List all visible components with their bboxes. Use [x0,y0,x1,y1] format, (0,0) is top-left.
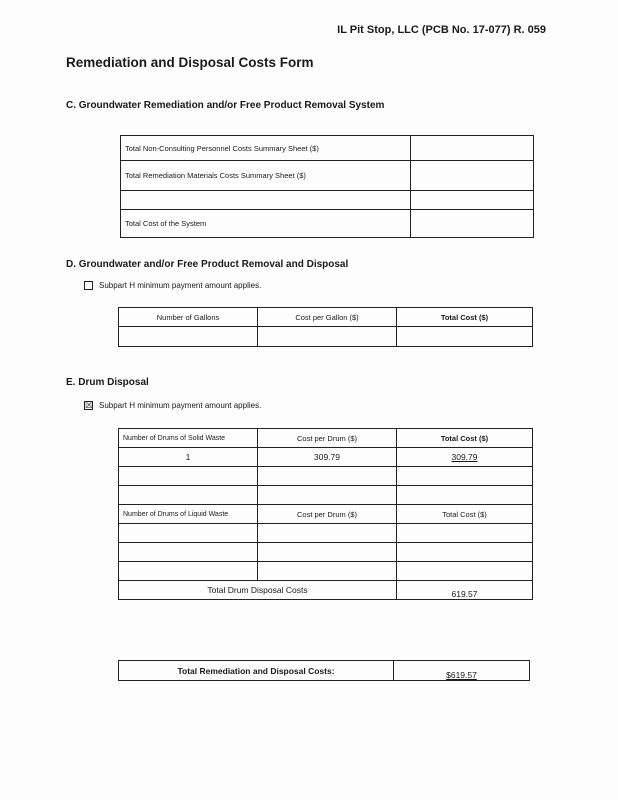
grand-total-value: $619.57 [394,661,530,681]
col-header: Total Cost ($) [397,308,533,327]
row-value [411,161,534,191]
row-label: Total Cost of the System [121,210,411,238]
col-header: Total Cost ($) [397,429,533,448]
solid-drums: 1 [119,448,258,467]
grand-total-label: Total Remediation and Disposal Costs: [119,661,394,681]
form-title: Remediation and Disposal Costs Form [66,55,314,70]
col-header: Number of Drums of Liquid Waste [119,505,258,524]
col-header: Number of Gallons [119,308,258,327]
section-c-heading: C. Groundwater Remediation and/or Free Product Removal System [66,100,385,111]
cost-per-drum: 309.79 [258,448,397,467]
row-value [411,210,534,238]
row-value [411,191,534,210]
col-header: Cost per Gallon ($) [258,308,397,327]
col-header: Total Cost ($) [397,505,533,524]
section-d-table [118,307,533,347]
section-c-table [120,135,534,238]
row-label: Total Remediation Materials Costs Summary Sheet ($) [121,161,411,191]
checkbox-d-label: Subpart H minimum payment amount applies. [99,281,262,290]
row-label: Total Non-Consulting Personnel Costs Summary Sheet ($) [121,136,411,161]
section-e-table [118,428,533,600]
row-value [411,136,534,161]
solid-total: 309.79 [397,448,533,467]
checkbox-e-label: Subpart H minimum payment amount applies. [99,401,262,410]
col-header: Cost per Drum ($) [258,505,397,524]
checkbox-e[interactable]: ☒ [85,400,94,410]
drum-total-value: 619.57 [397,581,533,600]
col-header: Cost per Drum ($) [258,429,397,448]
row-label [121,191,411,210]
grand-total-table [118,660,530,681]
checkbox-d[interactable] [84,281,93,290]
col-header: Number of Drums of Solid Waste [119,429,258,448]
page-header: IL Pit Stop, LLC (PCB No. 17-077) R. 059 [337,24,546,36]
drum-total-label: Total Drum Disposal Costs [119,581,397,600]
section-d-heading: D. Groundwater and/or Free Product Removal and Disposal [66,259,349,270]
section-e-heading: E. Drum Disposal [66,377,149,388]
